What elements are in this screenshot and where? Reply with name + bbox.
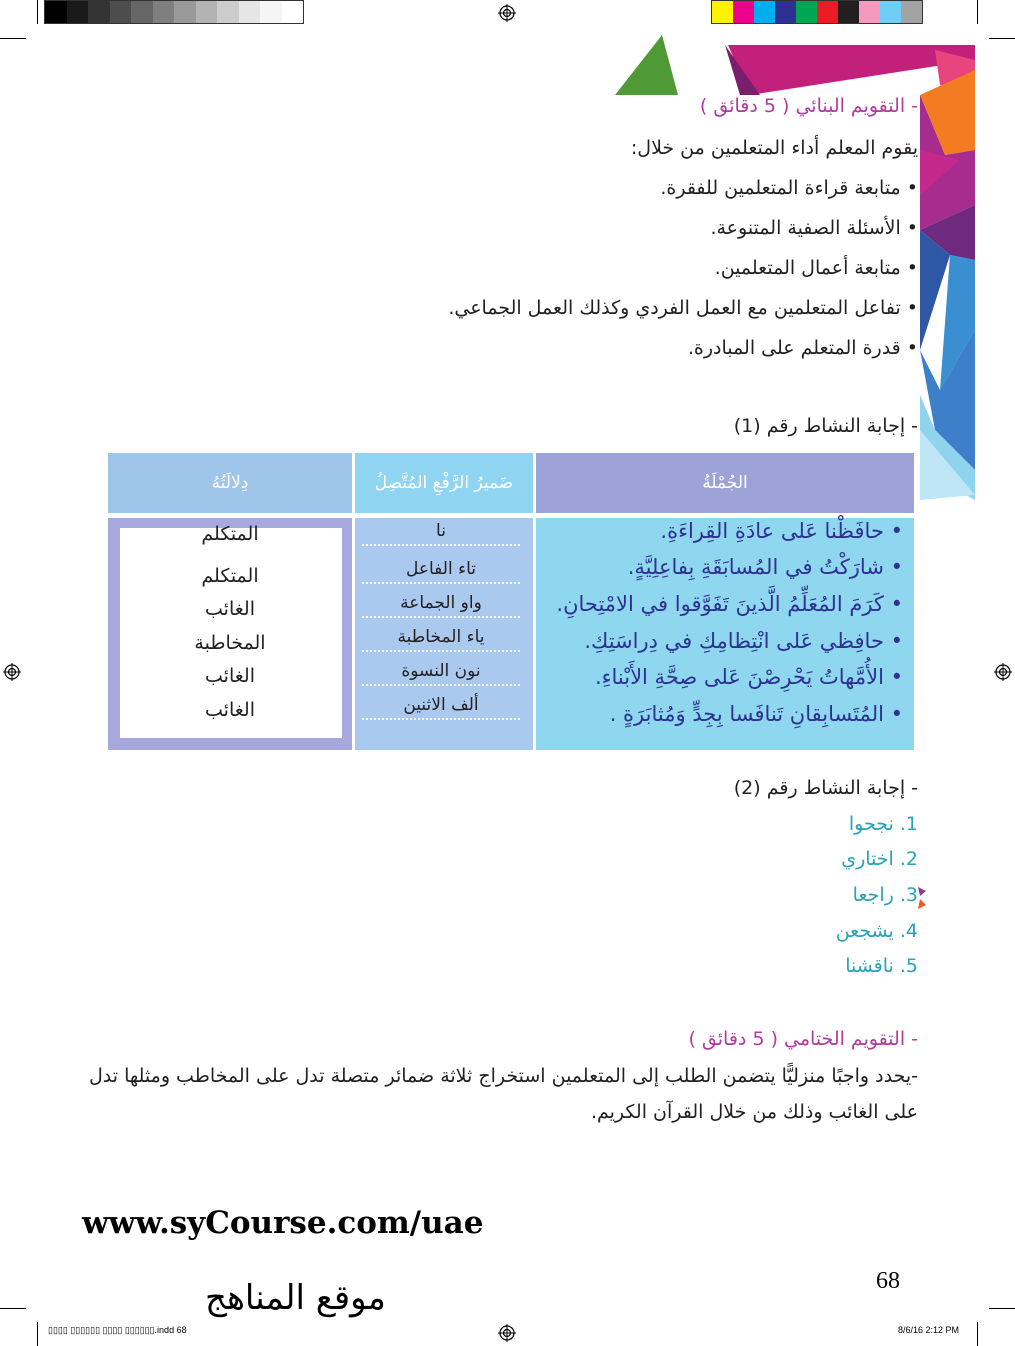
table-sentence: • حافَظْنا عَلى عادَةِ القِراءَةِ. xyxy=(660,519,903,543)
answer-item: 2. اختاري xyxy=(841,848,918,870)
list-item: • متابعة قراءة المتعلمين للفقرة. xyxy=(660,177,918,199)
formative-assessment-intro: يقوم المعلم أداء المتعلمين من خلال: xyxy=(630,137,918,159)
table-sentence: • المُتَسابِقانِ تَنافَسا بِجِدٍّ وَمُثابَرَةٍ . xyxy=(609,702,903,726)
activity1-title: - إجابة النشاط رقم (1) xyxy=(733,415,918,437)
registration-mark-icon xyxy=(498,1324,516,1342)
crop-mark xyxy=(977,0,978,24)
header-meaning: دِلالَتُهُ xyxy=(108,453,352,513)
formative-assessment-title: - التقويم البنائي ( 5 دقائق ) xyxy=(699,95,918,117)
list-item: • الأسئلة الصفية المتنوعة. xyxy=(710,217,918,239)
activity2-title: - إجابة النشاط رقم (2) xyxy=(733,777,918,799)
answer-item: 1. نجحوا xyxy=(848,813,918,835)
table-meaning: المتكلم xyxy=(201,565,259,587)
registration-mark-icon xyxy=(994,663,1012,681)
table-meaning: الغائب xyxy=(205,598,255,620)
crop-mark xyxy=(0,38,26,39)
header-sentence: الجُمْلَةُ xyxy=(536,453,914,513)
list-item: • تفاعل المتعلمين مع العمل الفردي وكذلك العمل الجماعي. xyxy=(448,297,918,319)
table-sentence: • الأُمَّهاتُ يَحْرِصْنَ عَلى صِحَّةِ الأَبْناءِ. xyxy=(594,665,903,689)
list-item: • متابعة أعمال المتعلمين. xyxy=(715,257,918,279)
summative-assessment-text-line2: على الغائب وذلك من خلال القرآن الكريم. xyxy=(590,1101,918,1123)
registration-mark-icon xyxy=(498,4,516,22)
answer-item: 3. راجعا xyxy=(852,884,918,906)
answer-item: 5. ناقشنا xyxy=(845,955,918,977)
answer-item: 4. يشجعن xyxy=(835,920,918,942)
table-meaning: المتكلم xyxy=(201,523,259,545)
summative-assessment-title: - التقويم الختامي ( 5 دقائق ) xyxy=(688,1028,918,1050)
table-pronoun: نون النسوة xyxy=(362,658,520,686)
color-calibration-bar xyxy=(711,0,923,24)
website-watermark: www.syCourse.com/uae xyxy=(82,1205,484,1241)
slug-date: 8/6/16 2:12 PM xyxy=(898,1325,960,1335)
crop-mark xyxy=(37,1322,38,1346)
table-pronoun: ياء المخاطبة xyxy=(362,624,520,652)
table-pronoun: ألف الاثنين xyxy=(362,692,520,720)
summative-assessment-text-line1: -يحدد واجبًا منزليًّا يتضمن الطلب إلى المتعلمين استخراج ثلاثة ضمائر متصلة تدل على المخاطب ومثلها تدل xyxy=(88,1065,918,1087)
slug-filename: ▯▯▯▯ ▯▯▯▯▯▯ ▯▯▯▯ ▯▯▯▯▯▯.indd 68 xyxy=(48,1325,187,1335)
header-pronoun: ضَميرُ الرَّفْعِ المُتَّصِلُ xyxy=(355,453,533,513)
table-sentence: • شارَكْتُ في المُسابَقَةِ بِفاعِلِيَّةٍ. xyxy=(627,555,903,579)
arrow-marker-icon xyxy=(916,885,928,911)
table-sentence: • كَرَمَ المُعَلِّمُ الَّذينَ تَفَوَّقوا في الامْتِحانِ. xyxy=(556,592,903,616)
table-meaning: المخاطبة xyxy=(194,632,266,654)
crop-mark xyxy=(0,1308,26,1309)
table-sentence: • حافِظي عَلى انْتِظامِكِ في دِراسَتِكِ. xyxy=(584,629,903,653)
table-meaning: الغائب xyxy=(205,665,255,687)
table-pronoun: نا xyxy=(362,518,520,546)
table-pronoun: واو الجماعة xyxy=(362,590,520,618)
registration-mark-icon xyxy=(3,663,21,681)
list-item: • قدرة المتعلم على المبادرة. xyxy=(688,337,918,359)
crop-mark xyxy=(989,38,1015,39)
table-meaning: الغائب xyxy=(205,699,255,721)
page-number: 68 xyxy=(876,1268,900,1294)
arabic-site-name: موقع المناهج xyxy=(205,1278,386,1318)
crop-mark xyxy=(977,1322,978,1346)
crop-mark xyxy=(37,0,38,24)
crop-mark xyxy=(989,1308,1015,1309)
table-pronoun: تاء الفاعل xyxy=(362,556,520,584)
grayscale-calibration-bar xyxy=(44,0,304,24)
